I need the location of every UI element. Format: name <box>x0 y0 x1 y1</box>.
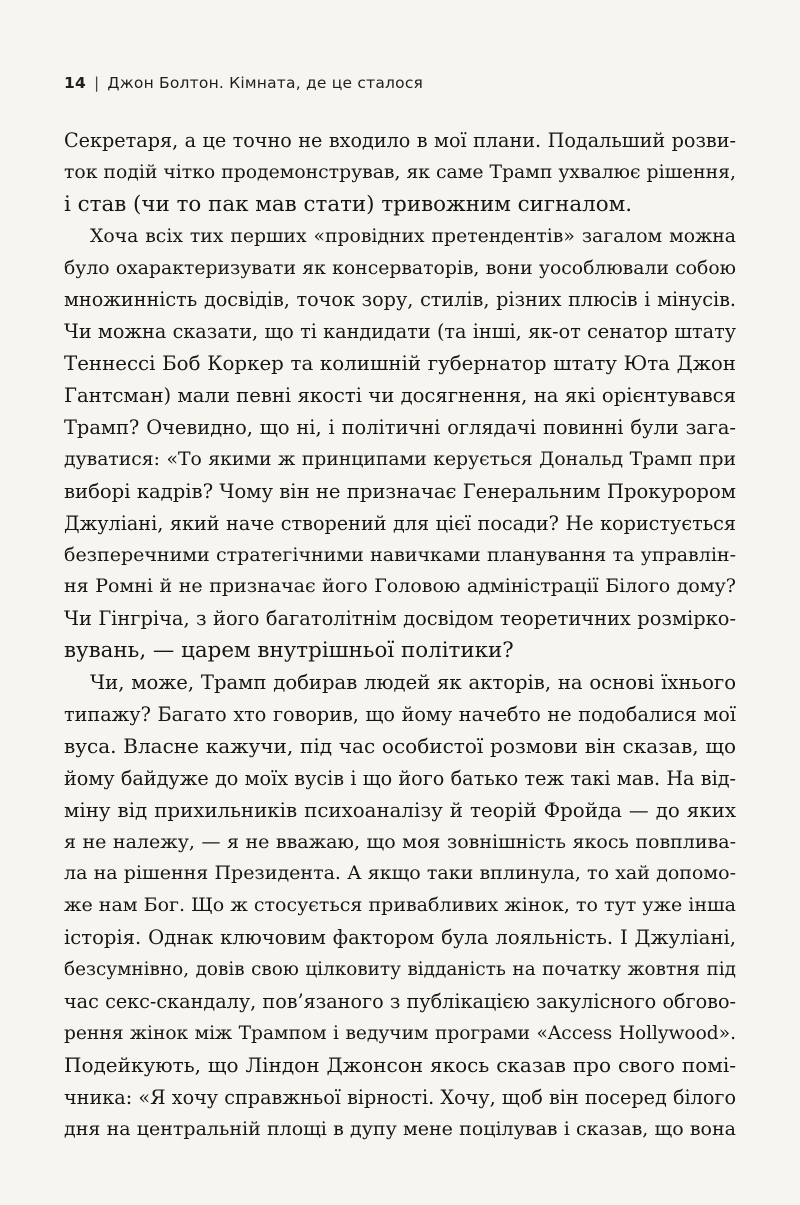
running-header <box>64 74 423 92</box>
text-line: Секретаря, а це точно не входило в мої плани. Подальший розви- <box>64 129 736 152</box>
text-line: виборі кадрів? Чому він не призначає Генеральним Прокурором <box>64 479 736 503</box>
text-line: безсумнівно, довів свою цілковиту відданість на початку жовтня під <box>64 959 736 981</box>
text-line: Чи, може, Трамп добирав людей як акторів, на основі їхнього <box>90 671 736 695</box>
text-line: вувань, — царем внутрішньої політики? <box>64 638 514 664</box>
text-line: же нам Бог. Що ж стосується привабливих жінок, то тут уже інша <box>64 894 736 917</box>
text-line: міну від прихильників психоаналізу й теорій Фройда — до яких <box>64 798 736 822</box>
text-line: і став (чи то пак мав стати) тривожним сигналом. <box>64 191 633 217</box>
text-line: Теннессі Боб Коркер та колишній губернатор штату Юта Джон <box>64 352 736 376</box>
body-text <box>64 125 736 1146</box>
text-line: час секс-скандалу, пов’язаного з публікацією закулісного обгово- <box>64 990 736 1014</box>
text-line: безперечними стратегічними навичками планування та управлін- <box>64 543 736 566</box>
text-line: було охарактеризувати як консерваторів, вони уособлювали собою <box>64 257 736 279</box>
text-line: дня на центральній площі в дупу мене поцілував і сказав, що вона <box>64 1117 736 1140</box>
text-line: йому байдуже до моїх вусів і що його батько теж такі мав. На від- <box>64 766 736 790</box>
header-title: Джон Болтон. Кімната, де це сталося <box>107 74 424 92</box>
text-line: Подейкують, що Ліндон Джонсон якось сказав про свого помі- <box>64 1052 736 1077</box>
text-line: дуватися: «То якими ж принципами керується Дональд Трамп при <box>64 448 736 470</box>
text-line: Джуліані, який наче створений для цієї посади? Не користується <box>64 511 736 535</box>
text-line: типажу? Багато хто говорив, що йому начебто не подобалися мої <box>64 703 736 727</box>
text-line: множинність досвідів, точок зору, стилів, різних плюсів і мінусів. <box>64 288 736 312</box>
text-line: рення жінок між Трампом і ведучим програми «Access Hollywood». <box>64 1022 736 1044</box>
text-line: Чи можна сказати, що ті кандидати (та інші, як-от сенатор штату <box>64 320 736 344</box>
text-line: Трамп? Очевидно, що ні, і політичні оглядачі повинні були зага- <box>64 416 736 440</box>
text-line: ня Ромні й не призначає його Головою адміністрації Білого дому? <box>64 575 736 598</box>
text-line: Гантсман) мали певні якості чи досягнення, на які орієнтувався <box>64 384 736 408</box>
text-line: Хоча всіх тих перших «провідних претендентів» загалом можна <box>90 225 736 247</box>
text-line: вуса. Власне кажучи, під час особистої розмови він сказав, що <box>64 733 736 758</box>
text-line: історія. Однак ключовим фактором була лояльність. І Джуліані, <box>64 926 736 950</box>
text-line: ла на рішення Президента. А якщо таки вплинула, то хай допомо- <box>64 862 736 885</box>
text-line: чника: «Я хочу справжньої вірності. Хочу, щоб він посеред білого <box>64 1085 736 1109</box>
page-number: 14 <box>64 74 86 92</box>
header-separator: | <box>93 74 100 92</box>
text-line: Чи Гінгріча, з його багатолітнім досвідом теоретичних розмірко- <box>64 607 736 631</box>
text-line: ток подій чітко продемонстрував, як саме Трамп ухвалює рішення, <box>64 161 736 183</box>
text-line: я не належу, — я не вважаю, що моя зовнішність якось повплива- <box>64 830 736 853</box>
